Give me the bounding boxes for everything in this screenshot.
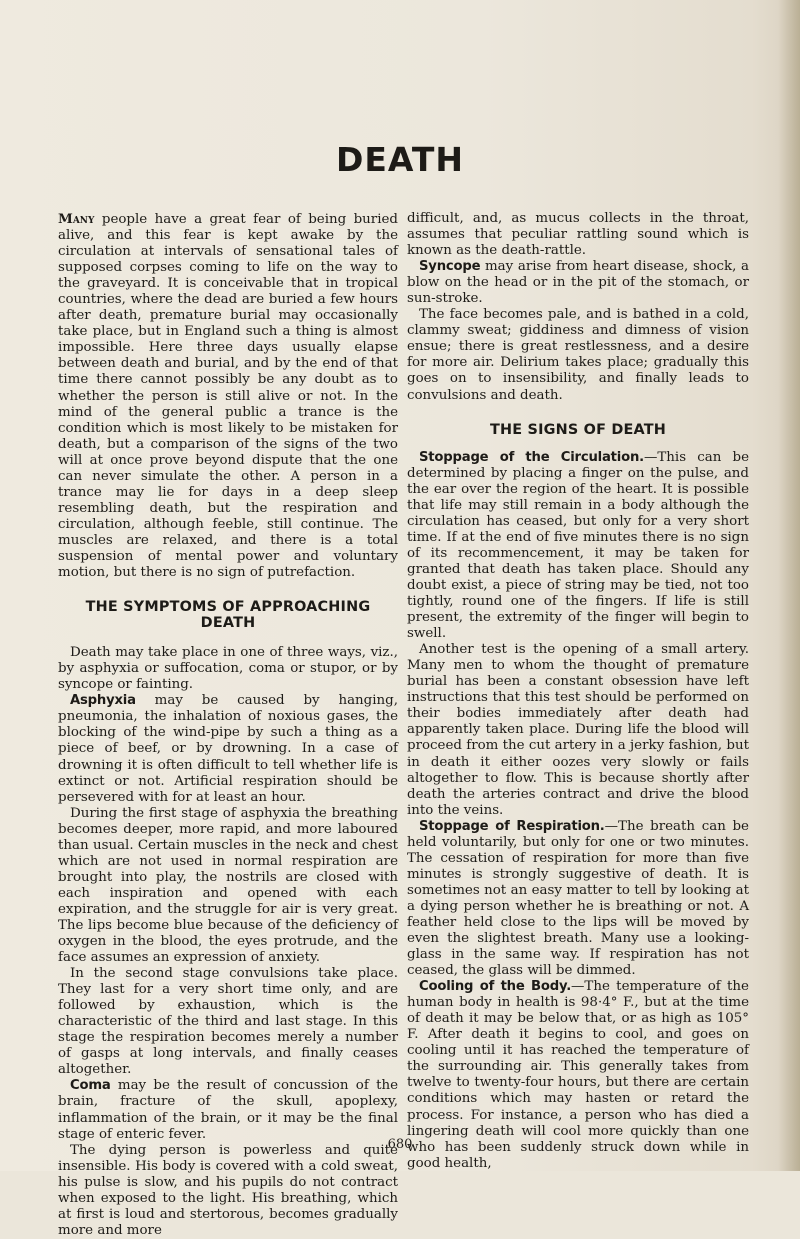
page-number: 680 <box>387 1137 413 1152</box>
paragraph-ways: Death may take place in one of three ways, viz., by asphyxia or suffocation, coma or stupor, or by syncope or fainting. <box>58 645 398 693</box>
paragraph-artery: Another test is the opening of a small artery. Many men to whom the thought of premature burial has been a constant obsession have left instructions that this test should be performed on their bodies immediately after death had apparently taken place. During life the blood will proceed from the cut artery in a jerky fashion, but in death it either oozes very slowly or fails altogether to flow. This is because shortly after death the arteries contract and drive the blood into the veins. <box>407 642 749 818</box>
paragraph-asphyxia <box>58 693 398 805</box>
asphyxia-lead: Asphyxia <box>70 693 136 709</box>
paragraph-dying: The dying person is powerless and quite insensible. His body is covered with a cold sweat, his pulse is slow, and his pupils do not contract when exposed to the light. His breathing, which at first is loud and stertorous, becomes gradually more and more <box>58 1142 398 1238</box>
stoppage-respiration-text: —The breath can be held voluntarily, but only for one or two minutes. The cessation of respiration for more than five minutes is strongly suggestive of death. It is sometimes not an easy matter to tell by looking at a dying person whether he is breathing or not. A feather held close to the lips will be moved by even the slightest breath. Many use a looking-glass in the same way. If respiration has not ceased, the glass will be dimmed. <box>407 818 749 979</box>
paragraph-first-stage: During the first stage of asphyxia the breathing becomes deeper, more rapid, and more laboured than usual. Certain muscles in the neck and chest which are not used in normal respiration are brought into play, the nostrils are closed with each inspiration and opened with each expiration, and the struggle for air is very great. The lips become blue because of the deficiency of oxygen in the blood, the eyes protrude, and the face assumes an expression of anxiety. <box>58 805 398 966</box>
left-column <box>58 211 398 1239</box>
cooling-lead: Cooling of the Body. <box>419 979 571 995</box>
syncope-text: may arise from heart disease, shock, a blow on the head or in the pit of the stomach, or sun-stroke. <box>407 259 749 307</box>
paragraph-stoppage-circulation <box>407 450 749 643</box>
right-column <box>407 211 749 1172</box>
stoppage-respiration-lead: Stoppage of Respiration. <box>419 818 605 834</box>
cooling-text: —The temperature of the human body in health is 98·4° F., but at the time of death it may be below that, or as high as 105° F. After death it begins to cool, and goes on cooling until it has reached the temperature of the surrounding air. This generally takes from twelve to twenty-four hours, but there are certain conditions which may hasten or retard the process. For instance, a person who has died a lingering death will cool more quickly than one who has been suddenly struck down while in good health, <box>407 979 749 1171</box>
syncope-lead: Syncope <box>419 259 481 275</box>
paragraph-coma <box>58 1078 398 1142</box>
intro-paragraph <box>58 211 398 581</box>
stoppage-circulation-text: —This can be determined by placing a finger on the pulse, and the ear over the region of the heart. It is possible that life may still remain in a body although the circulation has ceased, but only for a very short time. If at the end of five minutes there is no sign of its recommencement, it may be taken for granted that death has taken place. Should any doubt exist, a piece of string may be tied, not too tightly, round one of the fingers. If life is still present, the extremity of the finger will begin to swell. <box>407 449 749 642</box>
section-heading-symptoms: THE SYMPTOMS OF APPROACHING DEATH <box>85 599 371 632</box>
paragraph-syncope <box>407 259 749 307</box>
intro-text: people have a great fear of being buried alive, and this fear is kept awake by the circulation at intervals of sensational tales of supposed corpses coming to life on the way to the graveyard. It is conceivable that in tropical countries, where the dead are buried a few hours after death, premature burial may occasionally take place, but in England such a thing is almost impossible. Here three days usually elapse between death and burial, and by the end of that time there cannot possibly be any doubt as to whether the person is still alive or not. In the mind of the general public a trance is the condition which is most likely to be mistaken for death, but a comparison of the signs of the two will at once prove beyond dispute that the one can never simulate the other. A person in a trance may lie for days in a deep sleep resembling death, but the respiration and circulation, although feeble, still continue. The muscles are relaxed, and there is a total suspension of mental power and voluntary motion, but there is no sign of putrefaction. <box>58 212 398 581</box>
paragraph-face: The face becomes pale, and is bathed in a cold, clammy sweat; giddiness and dimness of vision ensue; there is great restlessness, and a desire for more air. Delirium takes place; gradually this goes on to insensibility, and finally leads to convulsions and death. <box>407 307 749 403</box>
paragraph-stoppage-respiration <box>407 819 749 979</box>
intro-dropcap: Many <box>58 211 95 227</box>
asphyxia-text: may be caused by hanging, pneumonia, the inhalation of noxious gases, the blocking of the wind-pipe by such a thing as a piece of beef, or by drowning. In a case of drowning it is often difficult to tell whether life is extinct or not. Artificial respiration should be persevered with for at least an hour. <box>58 693 398 805</box>
stoppage-circulation-lead: Stoppage of the Circulation. <box>419 449 644 465</box>
paragraph-continued: difficult, and, as mucus collects in the throat, assumes that peculiar rattling sound which is known as the death-rattle. <box>407 211 749 259</box>
paragraph-second-stage: In the second stage convulsions take place. They last for a very short time only, and are followed by exhaustion, which is the characteristic of the third and last stage. In this stage the respiration becomes merely a number of gasps at long intervals, and finally ceases altogether. <box>58 966 398 1078</box>
coma-lead: Coma <box>70 1078 111 1094</box>
section-heading-signs: THE SIGNS OF DEATH <box>490 421 666 438</box>
coma-text: may be the result of concussion of the brain, fracture of the skull, apoplexy, inflammation of the brain, or it may be the final stage of enteric fever. <box>58 1078 398 1142</box>
page-title: DEATH <box>335 140 465 179</box>
